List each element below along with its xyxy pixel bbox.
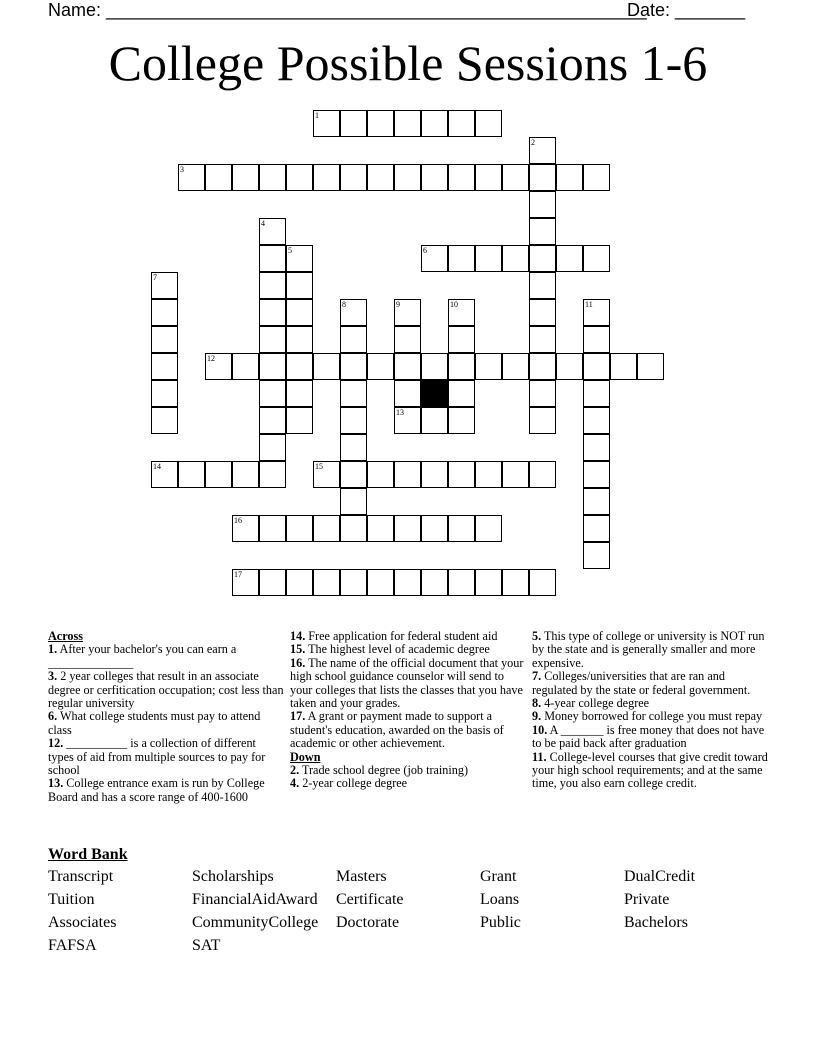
grid-cell[interactable] bbox=[259, 353, 286, 380]
clue-number: 10 bbox=[450, 300, 458, 309]
clue-across-3: 3. 2 year colleges that result in an associate degree or cerfitication occupation; cost less than regular university bbox=[48, 669, 284, 711]
clue-down-5: 5. This type of college or university is NOT run by the state and is generally smaller and more expensive. bbox=[532, 629, 765, 670]
grid-cell[interactable] bbox=[583, 380, 610, 407]
clue-number: 4 bbox=[261, 219, 265, 228]
grid-cell[interactable] bbox=[448, 299, 475, 326]
clue-number: 5 bbox=[288, 246, 292, 255]
clue-across-6: 6. What college students must pay to attend class bbox=[48, 709, 261, 737]
grid-cell[interactable] bbox=[340, 434, 367, 461]
grid-cell[interactable] bbox=[475, 461, 502, 488]
word-bank-item: CommunityCollege bbox=[192, 914, 319, 931]
grid-cell[interactable] bbox=[340, 299, 367, 326]
grid-cell[interactable] bbox=[151, 353, 178, 380]
grid-cell[interactable] bbox=[448, 326, 475, 353]
grid-cell[interactable] bbox=[259, 164, 286, 191]
grid-cell[interactable] bbox=[475, 569, 502, 596]
grid-cell[interactable] bbox=[394, 326, 421, 353]
grid-cell[interactable] bbox=[205, 353, 232, 380]
clue-number: 8 bbox=[342, 300, 346, 309]
grid-cell[interactable] bbox=[232, 353, 259, 380]
grid-cell[interactable] bbox=[259, 272, 286, 299]
word-bank-item: Public bbox=[480, 914, 521, 931]
clue-across-1: 1. After your bachelor's you can earn a ______________ bbox=[48, 642, 237, 670]
grid-cell[interactable] bbox=[448, 110, 475, 137]
grid-cell[interactable] bbox=[421, 407, 448, 434]
grid-cell[interactable] bbox=[259, 326, 286, 353]
word-bank-item: FinancialAidAward bbox=[192, 891, 318, 908]
grid-cell[interactable] bbox=[286, 515, 313, 542]
grid-cell[interactable] bbox=[394, 299, 421, 326]
clues-column-2 bbox=[290, 630, 524, 791]
clue-number: 1 bbox=[315, 111, 319, 120]
grid-cell[interactable] bbox=[502, 245, 529, 272]
grid-cell[interactable] bbox=[313, 110, 340, 137]
clue-down-2: 2. Trade school degree (job training) bbox=[290, 763, 469, 778]
grid-cell[interactable] bbox=[394, 164, 421, 191]
grid-cell[interactable] bbox=[259, 569, 286, 596]
grid-cell[interactable] bbox=[394, 110, 421, 137]
grid-cell[interactable] bbox=[448, 164, 475, 191]
grid-cell[interactable] bbox=[151, 299, 178, 326]
grid-cell[interactable] bbox=[475, 245, 502, 272]
grid-cell[interactable] bbox=[529, 353, 556, 380]
clue-across-12: 12. __________ is a collection of different types of aid from multiple sources to pay for school bbox=[48, 736, 266, 778]
grid-cell[interactable] bbox=[367, 353, 394, 380]
grid-cell[interactable] bbox=[151, 407, 178, 434]
clue-number: 16 bbox=[234, 516, 242, 525]
clue-across-15: 15. The highest level of academic degree bbox=[290, 642, 490, 657]
clue-number: 17 bbox=[234, 570, 242, 579]
grid-cell[interactable] bbox=[448, 353, 475, 380]
grid-cell[interactable] bbox=[259, 299, 286, 326]
grid-cell[interactable] bbox=[583, 515, 610, 542]
grid-cell[interactable] bbox=[313, 569, 340, 596]
grid-cell[interactable] bbox=[610, 353, 637, 380]
grid-cell[interactable] bbox=[286, 299, 313, 326]
grid-cell[interactable] bbox=[529, 191, 556, 218]
clue-down-10: 10. A _______ is free money that does not have to be paid back after graduation bbox=[532, 722, 765, 751]
clue-down-7: 7. Colleges/universities that are ran and regulated by the state or federal government. bbox=[532, 669, 751, 697]
grid-cell[interactable] bbox=[286, 272, 313, 299]
clue-number: 13 bbox=[396, 408, 404, 417]
grid-cell[interactable] bbox=[502, 353, 529, 380]
grid-cell[interactable] bbox=[340, 461, 367, 488]
grid-cell[interactable] bbox=[448, 245, 475, 272]
grid-cell[interactable] bbox=[529, 380, 556, 407]
grid-cell[interactable] bbox=[286, 164, 313, 191]
grid-cell[interactable] bbox=[313, 461, 340, 488]
grid-cell[interactable] bbox=[367, 110, 394, 137]
clue-number: 2 bbox=[531, 138, 535, 147]
black-cell bbox=[421, 380, 448, 407]
grid-cell[interactable] bbox=[583, 326, 610, 353]
grid-cell[interactable] bbox=[475, 515, 502, 542]
clue-across-16: 16. The name of the official document that your high school guidance counselor will send to your colleges that lists the classes that you have taken and your grades. bbox=[290, 655, 524, 711]
grid-cell[interactable] bbox=[259, 407, 286, 434]
date-field-label: Date: _______ bbox=[627, 0, 746, 20]
grid-cell[interactable] bbox=[367, 164, 394, 191]
grid-cell[interactable] bbox=[178, 164, 205, 191]
grid-cell[interactable] bbox=[475, 353, 502, 380]
grid-cell[interactable] bbox=[259, 461, 286, 488]
grid-cell[interactable] bbox=[421, 569, 448, 596]
word-bank-item: Masters bbox=[336, 868, 387, 885]
grid-cell[interactable] bbox=[232, 164, 259, 191]
grid-cell[interactable] bbox=[340, 569, 367, 596]
grid-cell[interactable] bbox=[367, 569, 394, 596]
grid-cell[interactable] bbox=[529, 326, 556, 353]
word-bank-item: FAFSA bbox=[48, 937, 97, 954]
grid-cell[interactable] bbox=[259, 218, 286, 245]
clue-number: 9 bbox=[396, 300, 400, 309]
clue-number: 3 bbox=[180, 165, 184, 174]
grid-cell[interactable] bbox=[583, 245, 610, 272]
grid-cell[interactable] bbox=[367, 515, 394, 542]
clue-number: 7 bbox=[153, 273, 157, 282]
word-bank-item: Grant bbox=[480, 868, 517, 885]
clue-across-14: 14. Free application for federal student aid bbox=[290, 629, 498, 643]
grid-cell[interactable] bbox=[232, 461, 259, 488]
grid-cell[interactable] bbox=[232, 515, 259, 542]
grid-cell[interactable] bbox=[151, 461, 178, 488]
grid-cell[interactable] bbox=[421, 461, 448, 488]
clue-number: 11 bbox=[585, 300, 593, 309]
grid-cell[interactable] bbox=[340, 407, 367, 434]
clue-down-11: 11. College-level courses that give credit toward your high school requirements; and at the same time, you also earn college credit. bbox=[532, 749, 768, 791]
grid-cell[interactable] bbox=[151, 380, 178, 407]
grid-cell[interactable] bbox=[502, 569, 529, 596]
grid-cell[interactable] bbox=[556, 353, 583, 380]
grid-cell[interactable] bbox=[286, 326, 313, 353]
grid-cell[interactable] bbox=[556, 245, 583, 272]
grid-cell[interactable] bbox=[205, 164, 232, 191]
grid-cell[interactable] bbox=[421, 110, 448, 137]
grid-cell[interactable] bbox=[259, 245, 286, 272]
grid-cell[interactable] bbox=[286, 569, 313, 596]
grid-cell[interactable] bbox=[529, 164, 556, 191]
grid-cell[interactable] bbox=[340, 380, 367, 407]
clue-down-8: 8. 4-year college degree bbox=[532, 696, 650, 711]
grid-cell[interactable] bbox=[259, 380, 286, 407]
grid-cell[interactable] bbox=[178, 461, 205, 488]
word-bank-item: Scholarships bbox=[192, 868, 274, 885]
grid-cell[interactable] bbox=[394, 461, 421, 488]
across-heading: Across bbox=[48, 629, 83, 643]
clue-down-9: 9. Money borrowed for college you must repay bbox=[532, 709, 763, 724]
clue-number: 6 bbox=[423, 246, 427, 255]
word-bank-item: Doctorate bbox=[336, 914, 400, 931]
grid-cell[interactable] bbox=[448, 515, 475, 542]
grid-cell[interactable] bbox=[421, 245, 448, 272]
grid-cell[interactable] bbox=[205, 461, 232, 488]
clue-number: 12 bbox=[207, 354, 215, 363]
grid-cell[interactable] bbox=[313, 353, 340, 380]
clue-across-17: 17. A grant or payment made to support a student's education, awarded on the basis of academic or other achievement. bbox=[290, 709, 504, 751]
grid-cell[interactable] bbox=[448, 461, 475, 488]
name-field-label: Name: ______________________________________________________ bbox=[48, 0, 647, 20]
grid-cell[interactable] bbox=[367, 461, 394, 488]
grid-cell[interactable] bbox=[529, 245, 556, 272]
clue-number: 14 bbox=[153, 462, 161, 471]
clues-column-3 bbox=[532, 630, 768, 791]
grid-cell[interactable] bbox=[340, 110, 367, 137]
grid-cell[interactable] bbox=[529, 299, 556, 326]
clues-column-1 bbox=[48, 630, 284, 804]
grid-cell[interactable] bbox=[529, 272, 556, 299]
grid-cell[interactable] bbox=[259, 515, 286, 542]
grid-cell[interactable] bbox=[313, 515, 340, 542]
word-bank-item: Loans bbox=[480, 891, 520, 908]
grid-cell[interactable] bbox=[313, 164, 340, 191]
word-bank-title: Word Bank bbox=[48, 846, 128, 863]
grid-cell[interactable] bbox=[232, 569, 259, 596]
grid-cell[interactable] bbox=[502, 164, 529, 191]
word-bank-item: Private bbox=[624, 891, 670, 908]
grid-cell[interactable] bbox=[556, 164, 583, 191]
grid-cell[interactable] bbox=[340, 515, 367, 542]
grid-cell[interactable] bbox=[475, 164, 502, 191]
grid-cell[interactable] bbox=[151, 272, 178, 299]
puzzle-title: College Possible Sessions 1-6 bbox=[108, 35, 708, 91]
grid-cell[interactable] bbox=[448, 380, 475, 407]
grid-cell[interactable] bbox=[394, 515, 421, 542]
grid-cell[interactable] bbox=[583, 434, 610, 461]
word-bank-item: Certificate bbox=[336, 891, 404, 908]
grid-cell[interactable] bbox=[583, 542, 610, 569]
grid-cell[interactable] bbox=[421, 164, 448, 191]
grid-cell[interactable] bbox=[286, 353, 313, 380]
grid-cell[interactable] bbox=[394, 380, 421, 407]
grid-cell[interactable] bbox=[637, 353, 664, 380]
grid-cell[interactable] bbox=[421, 353, 448, 380]
grid-cell[interactable] bbox=[529, 407, 556, 434]
grid-cell[interactable] bbox=[394, 407, 421, 434]
grid-cell[interactable] bbox=[583, 488, 610, 515]
word-bank-item: SAT bbox=[192, 937, 221, 954]
word-bank-item: DualCredit bbox=[624, 868, 696, 885]
grid-cell[interactable] bbox=[583, 164, 610, 191]
grid-cell[interactable] bbox=[583, 299, 610, 326]
grid-cell[interactable] bbox=[529, 218, 556, 245]
grid-cell[interactable] bbox=[286, 407, 313, 434]
grid-cell[interactable] bbox=[259, 434, 286, 461]
word-bank-item: Bachelors bbox=[624, 914, 688, 931]
grid-cell[interactable] bbox=[151, 326, 178, 353]
grid-cell[interactable] bbox=[502, 461, 529, 488]
word-bank-item: Transcript bbox=[48, 868, 114, 885]
grid-cell[interactable] bbox=[286, 380, 313, 407]
grid-cell[interactable] bbox=[475, 110, 502, 137]
grid-cell[interactable] bbox=[340, 353, 367, 380]
grid-cell[interactable] bbox=[286, 245, 313, 272]
word-bank-item: Associates bbox=[48, 914, 117, 931]
grid-cell[interactable] bbox=[529, 569, 556, 596]
clue-across-13: 13. College entrance exam is run by College Board and has a score range of 400-1600 bbox=[48, 776, 265, 804]
grid-cell[interactable] bbox=[340, 326, 367, 353]
grid-cell[interactable] bbox=[421, 515, 448, 542]
grid-cell[interactable] bbox=[529, 461, 556, 488]
clue-number: 15 bbox=[315, 462, 323, 471]
grid-cell[interactable] bbox=[394, 569, 421, 596]
grid-cell[interactable] bbox=[340, 488, 367, 515]
grid-cell[interactable] bbox=[448, 569, 475, 596]
grid-cell[interactable] bbox=[448, 407, 475, 434]
grid-cell[interactable] bbox=[583, 407, 610, 434]
grid-cell[interactable] bbox=[583, 461, 610, 488]
grid-cell[interactable] bbox=[583, 353, 610, 380]
grid-cell[interactable] bbox=[529, 137, 556, 164]
clue-down-4: 4. 2-year college degree bbox=[290, 776, 408, 791]
grid-cell[interactable] bbox=[394, 353, 421, 380]
down-heading: Down bbox=[290, 749, 321, 764]
word-bank-item: Tuition bbox=[48, 891, 95, 908]
grid-cell[interactable] bbox=[340, 164, 367, 191]
